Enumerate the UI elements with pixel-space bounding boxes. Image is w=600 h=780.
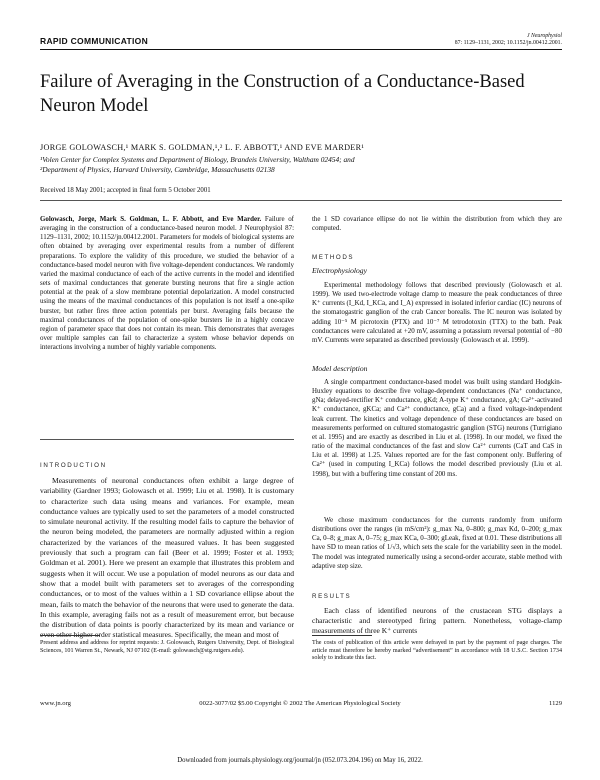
electrophysiology-heading: Electrophysiology <box>312 266 367 275</box>
introduction-heading: INTRODUCTION <box>40 462 107 469</box>
introduction-text: Measurements of neuronal conductances often exhibit a large degree of variability (Gardner 1993; Golowasch et al. 1999; Liu et al. 1998). It is customary to characterize such data using means and variances. For example, mean conductance values are typically used to set the parameters of a model constructed to simulate neuronal activity. If the resulting model fails to capture the behavior of the neuron being modeled, the parameters are normally adjusted within a region characterized by the variances of the measured values. It has been suggested previously that such a program can fail (Beer et al. 1999; Foster et al. 1993; Goldman et al. 2001). Here we present an example that illustrates this problem and suggests when it will occur. We use a population of model neurons as our data and show that a model built with parameters set to averages of the corresponding conductances, or to most of the values within a 1 SD covariance ellipse about the mean, fails to match the behavior of the neurons that were used to generate the data. In this example, averaging fails not as a result of measurement error, but because the distribution of data points is poorly characterized by its mean and variance or even other higher order statistical measures. Specifically, the mean and most of <box>40 476 294 640</box>
header-rule <box>40 49 562 50</box>
abstract-lead: Golowasch, Jorge, Mark S. Goldman, L. F. Abbott, and Eve Marder. <box>40 215 262 223</box>
model-description-text-1: A single compartment conductance-based model was built using standard Hodgkin-Huxley equations to describe five voltage-dependent conductances (Na⁺ conductance, gNa; delayed-rectifier K⁺ conductance, gKd; A-type K⁺ conductance, gA; Ca²⁺-activated K⁺ conductance, gKCa; and Ca²⁺ conductance, gCa) and a fixed voltage-independent leak current. The kinetics and voltage dependence of these conductances are based on measurements performed on cultured stomatogastric ganglion (STG) neurons (Turrigiano et al. 1995) and are exactly as described in Liu et al. (1998). In our model, we fixed the ratio of the maximal conductances of the fast and slow Ca²⁺ currents (CaT and CaS in Liu et al. 1998) at 1.25. Values reported are for the fast component only. Buffering of Ca²⁺ (used in computing I_KCa) follows the model described previously (Liu et al. 1998), but with a buffering time constant of 200 ms. <box>312 378 562 478</box>
affiliation-1: ¹Volen Center for Complex Systems and Department of Biology, Brandeis University, Waltham 02454; and <box>40 155 355 164</box>
results-heading: RESULTS <box>312 593 352 600</box>
journal-name: J Neurophysiol <box>526 33 562 39</box>
page-number: 1129 <box>549 700 562 707</box>
citation-line: 87: 1129–1131, 2002; 10.1152/jn.00412.2001. <box>454 40 562 46</box>
abstract <box>40 215 294 352</box>
model-description-heading: Model description <box>312 364 368 373</box>
footnote-address: Present address and address for reprint requests: J. Golowasch, Rutgers University, Dept. of Biological Sciences, 101 Warren St., Newark, NJ 07102 (E-mail: golowasch@stg.rutgers.edu). <box>40 640 294 654</box>
electrophysiology-text: Experimental methodology follows that described previously (Golowasch et al. 1999). We used two-electrode voltage clamp to measure the peak conductances of three K⁺ currents (I_Kd, I_KCa, and I_A) expressed in isolated inferior cardiac (IC) neurons of the stomatogastric ganglion of the crab Cancer borealis. The IC neuron was isolated by adding 10⁻⁵ M picrotoxin (PTX) and 10⁻⁷ M tetrodotoxin (TTX) to the bath. Peak conductances were calculated at +20 mV, assuming a potassium reversal potential of −80 mV. Currents were separated as described previously (Golowasch et al. 1999). <box>312 281 562 344</box>
footnote-rule-right <box>312 635 372 636</box>
author-list: JORGE GOLOWASCH,¹ MARK S. GOLDMAN,¹,² L. F. ABBOTT,¹ AND EVE MARDER¹ <box>40 143 365 152</box>
model-description-text-2: We chose maximum conductances for the currents randomly from uniform distributions over the ranges (in mS/cm²): g_max Na, 0–800; g_max Kd, 0–200; g_max Ca, 0–8; g_max A, 0–75; g_max KCa, 0–300; gLeak, fixed at 0.01. These distributions all have SD to mean ratios of 1/√3, which sets the scale for the variability seen in the model. The model was integrated numerically using a second-order accurate, stable method with adaptive step size. <box>312 516 562 570</box>
journal-website: www.jn.org <box>40 700 71 707</box>
abstract-text: Failure of averaging in the construction of a conductance-based neuron model. J Neurophysiol 87: 1129–1131, 2002; 10.1152/jn.00412.2001. Parameters for models of biological systems are often obtained by averaging over experimental results from a number of different preparations. To explore the validity of this procedure, we studied the behavior of a conductance-based model neuron with five voltage-dependent conductances. We randomly varied the maximal conductance of each of the active currents in the model and identified sets of maximal conductances that generate bursting neurons that fire a single action potential at the peak of a slow membrane potential depolarization. A model constructed using the means of the maximal conductances of this population is not itself a one-spike burster, but rather fires three action potentials per burst. Averaging fails because the maximal conductances of the population of one-spike bursters lie in a highly concave region of parameter space that does not contain its mean. This demonstrates that averages over multiple samples can fail to characterize a system whose behavior depends on interactions involving a number of highly variable components. <box>40 215 294 352</box>
title-rule <box>40 200 562 201</box>
intro-continuation: the 1 SD covariance ellipse do not lie within the distribution from which they are computed. <box>312 215 562 233</box>
affiliations <box>40 155 560 175</box>
abstract-rule <box>40 439 294 440</box>
article-title: Failure of Averaging in the Construction of a Conductance-Based Neuron Model <box>40 72 525 116</box>
affiliation-2: ²Department of Physics, Harvard University, Cambridge, Massachusetts 02138 <box>40 165 275 174</box>
results-text: Each class of identified neurons of the crustacean STG displays a characteristic and stereotyped firing pattern. Nonetheless, voltage-clamp measurements of three K⁺ currents <box>312 606 562 635</box>
methods-heading: METHODS <box>312 254 355 261</box>
copyright: 0022-3077/02 $5.00 Copyright © 2002 The American Physiological Society <box>199 700 401 707</box>
received-dates: Received 18 May 2001; accepted in final form 5 October 2001 <box>40 187 211 194</box>
download-notice: Downloaded from journals.physiology.org/journal/jn (052.073.204.196) on May 16, 2022. <box>177 757 423 764</box>
section-label: RAPID COMMUNICATION <box>40 36 149 46</box>
footnote-rule-left <box>40 635 100 636</box>
journal-citation <box>455 33 562 47</box>
footnote-page-charges: The costs of publication of this article were defrayed in part by the payment of page charges. The article must therefore be hereby marked “advertisement” in accordance with 18 U.S.C. Section 1734 solely to indicate this fact. <box>312 640 562 662</box>
